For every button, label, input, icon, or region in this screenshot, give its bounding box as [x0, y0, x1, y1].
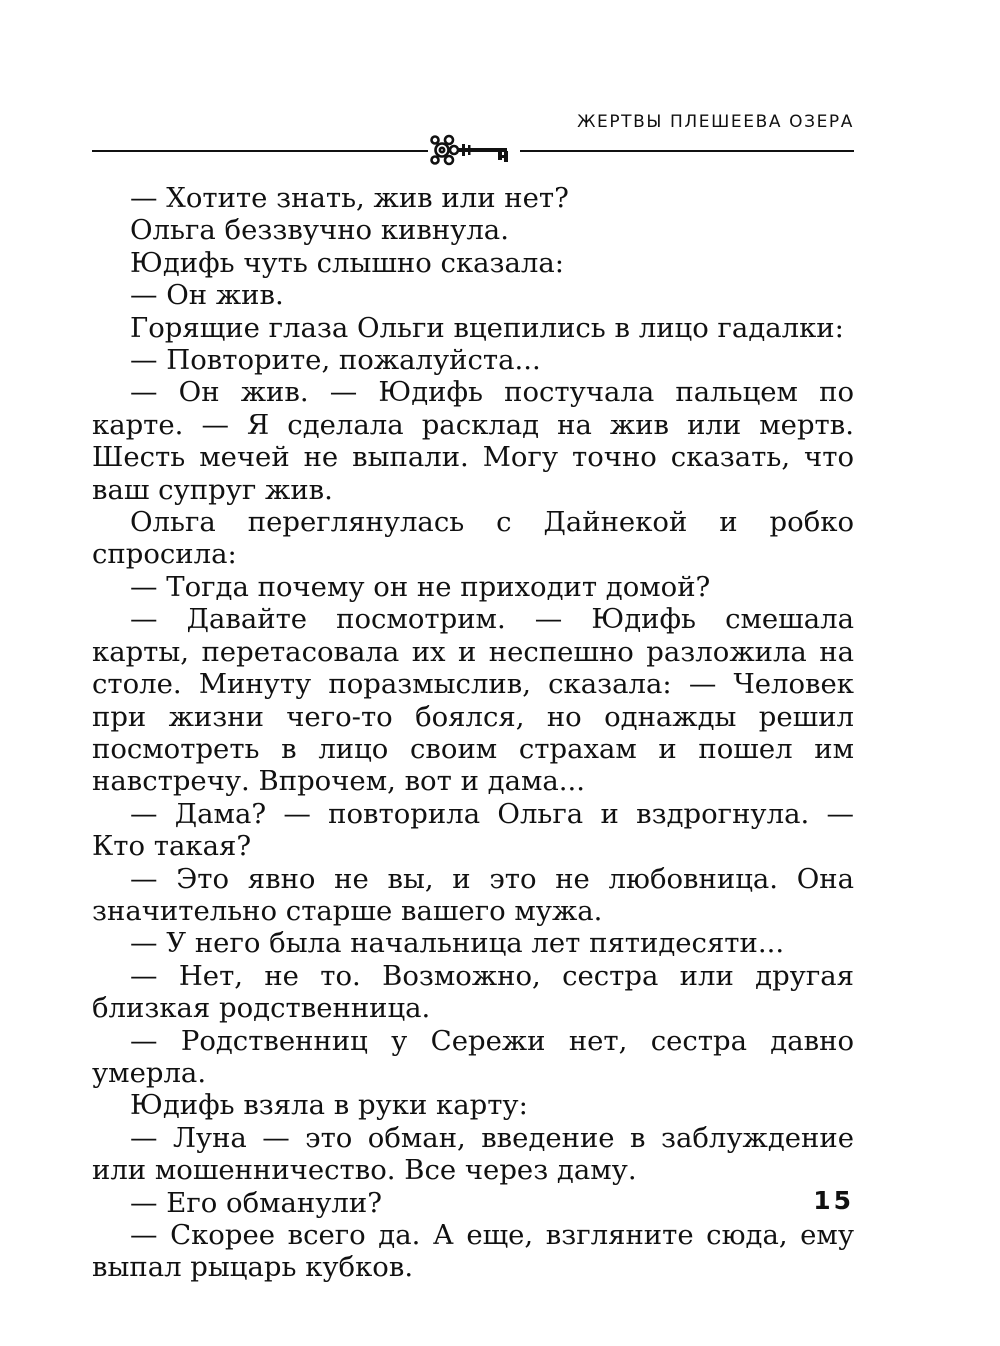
paragraph: Ольга переглянулась с Дайнекой и робко спросила: — [92, 506, 854, 571]
paragraph: — Это явно не вы, и это не любовница. Она значительно старше вашего мужа. — [92, 862, 854, 927]
paragraph: — Хотите знать, жив или нет? — [130, 182, 569, 214]
paragraph: — Давайте посмотрим. — Юдифь смешала карты, перетасовала их и неспешно разложила на столе. Минуту поразмыслив, сказала: — Человек при жизни чего-то боялся, но однажды решил посмотреть в лицо своим страхам и пошел им навстречу. Впрочем, вот и дама... — [92, 603, 854, 798]
paragraph: Горящие глаза Ольги вцепились в лицо гадалки: — [130, 311, 844, 344]
paragraph: Юдифь чуть слышно сказала: — [130, 246, 565, 279]
running-head-title: ЖЕРТВЫ ПЛЕШЕЕВА ОЗЕРА — [577, 112, 854, 132]
paragraph: — Скорее всего да. А еще, взгляните сюда, ему выпал рыцарь кубков. — [92, 1219, 854, 1284]
paragraph: — Повторите, пожалуйста... — [130, 344, 541, 377]
paragraph: — У него была начальница лет пятидесяти... — [130, 927, 785, 960]
page-number: 15 — [813, 1186, 854, 1215]
paragraph: — Тогда почему он не приходит домой? — [130, 570, 711, 603]
paragraph: — Его обманули? — [130, 1186, 382, 1219]
paragraph: — Он жив. — Юдифь постучала пальцем по карте. — Я сделала расклад на жив или мертв. Шесть мечей не выпали. Могу точно сказать, что ваш супруг жив. — [92, 376, 854, 506]
paragraph: Ольга беззвучно кивнула. — [130, 214, 509, 247]
paragraph: Юдифь взяла в руки карту: — [130, 1089, 528, 1122]
paragraph: — Он жив. — [130, 279, 284, 312]
paragraph: — Родственниц у Сережи нет, сестра давно умерла. — [92, 1024, 854, 1089]
paragraph: — Луна — это обман, введение в заблуждение или мошенничество. Все через даму. — [92, 1121, 854, 1187]
key-icon — [428, 130, 520, 170]
paragraph: — Дама? — повторила Ольга и вздрогнула. — Кто такая? — [92, 797, 854, 863]
paragraph: — Нет, не то. Возможно, сестра или другая близкая родственница. — [92, 959, 854, 1025]
body-text — [92, 182, 854, 1284]
